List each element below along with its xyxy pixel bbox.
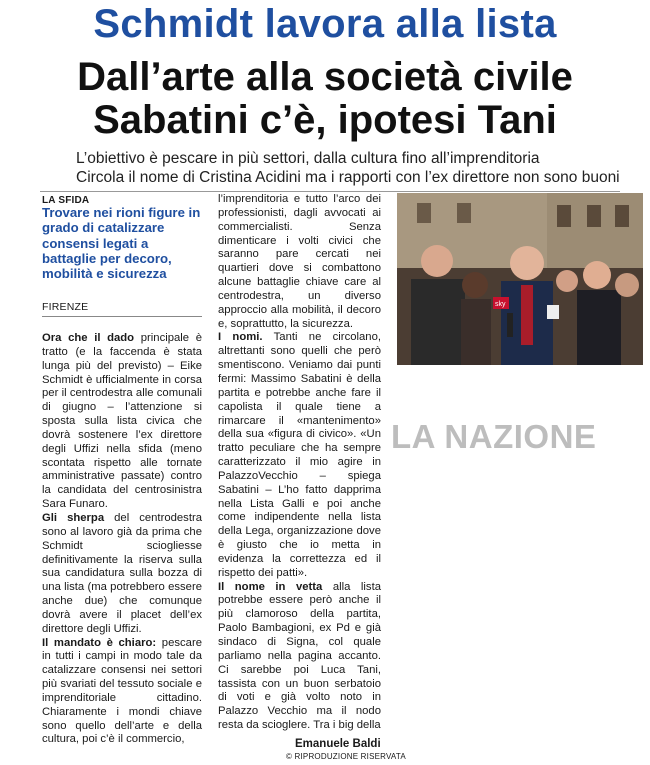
dateline-city: FIRENZE: [42, 301, 89, 313]
article-column-2: [218, 193, 381, 733]
paragraph-2-text: del centrodestra sono al lavoro già da prima che Schmidt sciogliesse definitivamente la riserva sulla sua candidatura sulla bozza di una lista (ma potrebbero essere anche due) che comunque dovrà avere il placet dell’ex direttore degli Uffizi.: [42, 511, 203, 635]
subhead-2: Circola il nome di Cristina Acidini ma i rapporti con l’ex direttore non sono buoni: [76, 169, 620, 186]
paragraph-2-lead: Gli sherpa: [42, 511, 105, 524]
paragraph-3: [42, 637, 202, 748]
subhead-1: L’obiettivo è pescare in più settori, dalla cultura fino all’imprenditoria: [76, 150, 540, 167]
author-byline: Emanuele Baldi: [295, 738, 381, 750]
microphone-brand: sky: [495, 301, 506, 308]
kicker-title: Schmidt lavora alla lista: [93, 2, 557, 46]
header-divider: [40, 191, 620, 192]
sidebar-label: LA SFIDA: [42, 195, 90, 206]
news-photo: [397, 193, 643, 365]
paragraph-3-text: pescare in tutti i campi in modo tale da catalizzare consensi nei settori più svariati del tessuto sociale e imprenditoriale cittadino. Chiaramente i mondi chiave sono quello dell’arte e della cultura, poi c’è il commercio,: [42, 636, 202, 746]
paragraph-5-lead: Il nome in vetta: [218, 580, 323, 593]
paragraph-1-text: principale è tratto (e la faccenda è stata lunga più del previsto) – Eike Schmidt è ufficialmente in corsa per il centrodestra alle comunali di giugno – l’attenzione si sposta sulla lista civica che dovrà sostenere l’ex direttore degli Uffizi nella sfida (meno scontata rispetto alle tornate amministrative passate) contro la candidata del centrosinistra Sara Funaro.: [42, 332, 203, 511]
paragraph-1: [42, 332, 202, 512]
headline-line-1: Dall’arte alla società civile: [77, 55, 573, 99]
article-column-1: [42, 332, 202, 747]
paragraph-1-lead: Ora che il dado: [42, 332, 135, 344]
paragraph-3-lead: Il mandato è chiaro:: [42, 636, 157, 649]
headline-line-2: Sabatini c’è, ipotesi Tani: [93, 98, 557, 142]
publisher-watermark: LA NAZIONE: [391, 418, 597, 455]
paragraph-5-text: alla lista potrebbe essere però anche il più clamoroso della partita, Paolo Bambagioni, ex Pd e già sindaco di Signa, col quale parliamo nella pagina accanto. Ci sarebbe poi Luca Tani, tassista con un buon serbatoio di voti e già volto noto in Palazzo Vecchio ma il nodo resta da scioglere. Tra i big della: [218, 580, 382, 732]
paragraph-4-text: Tanti ne circolano, altrettanti sono quelli che però smentiscono. Veniamo dai punti fermi: Massimo Sabatini è della partita e potrebbe anche fare il capolista il quale tiene a rimarcare il «mantenimento» della sua «figura di civico». «Un tratto peculiare che ha sempre caratterizzato il mio agire in PalazzoVecchio – spiega Sabatini – L’ho fatto dapprima nella Lista Galli e poi anche come indipendente nella lista della Lega, organizzazione dove è giusto che io metta in evidenza la correttezza ed il rispetto dei patti».: [218, 331, 381, 579]
photo-crowd-illustration: [397, 193, 643, 365]
paragraph-3-continued: l’imprenditoria e tutto l’arco dei professionisti, dagli avvocati ai commercialisti. Senza dimenticare i volti civici che saranno pare cercati nei quartieri dove si combattono alcune battaglie chiave care al centrodestra, un diverso approccio alla mobilità, il decoro e, soprattutto, la sicurezza.: [218, 193, 381, 330]
sidebar-title: Trovare nei rioni figure in grado di catalizzare consensi legati a battaglie per decoro, mobilità e sicurezza: [42, 205, 201, 282]
copyright-notice: © RIPRODUZIONE RISERVATA: [286, 752, 406, 761]
paragraph-4: [218, 331, 381, 580]
sidebar-divider: [42, 316, 202, 317]
paragraph-4-lead: I nomi.: [218, 331, 263, 344]
paragraph-5: [218, 581, 381, 733]
paragraph-2: [42, 512, 202, 637]
